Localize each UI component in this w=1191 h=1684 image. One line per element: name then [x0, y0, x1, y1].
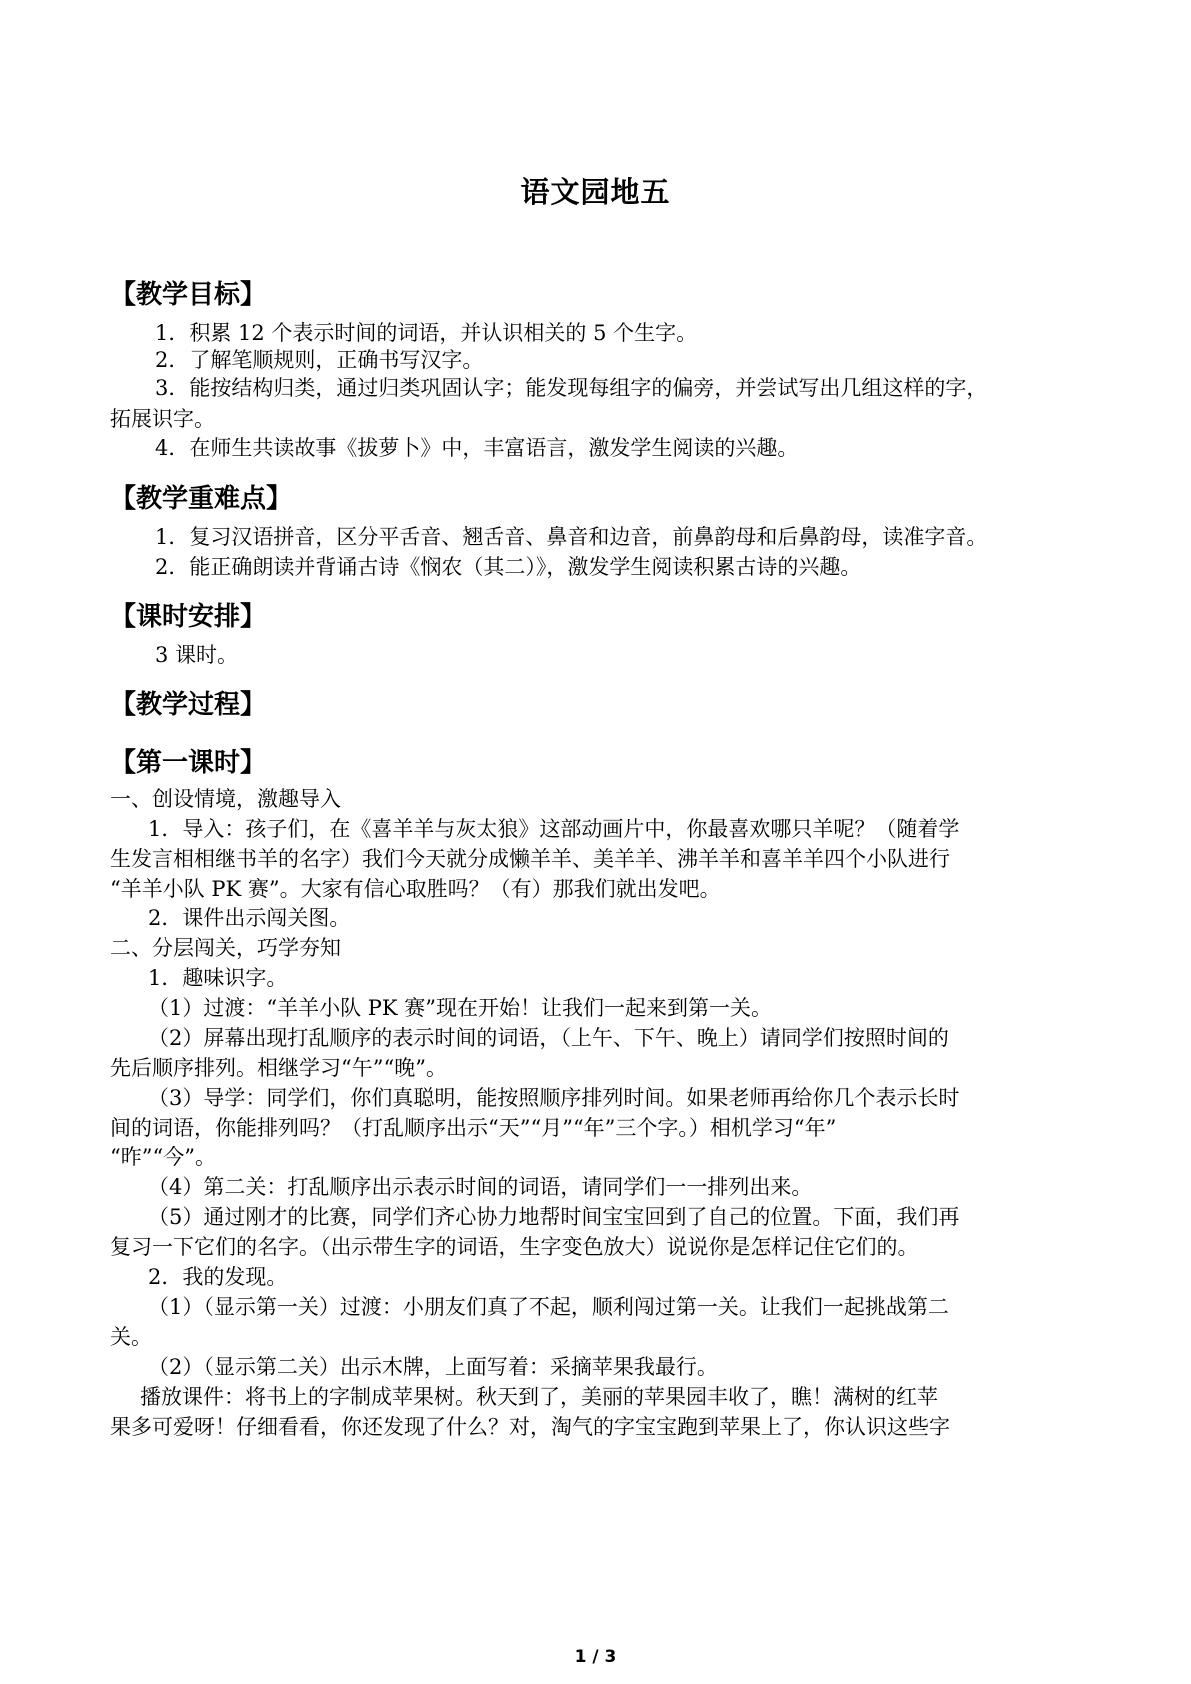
lesson-line: “昨”“今”。	[110, 1145, 216, 1169]
goal-line: 2．了解笔顺规则，正确书写汉字。	[155, 348, 484, 372]
lesson-line: 二、分层闯关，巧学夯知	[110, 936, 341, 960]
schedule-text: 3 课时。	[155, 643, 239, 667]
goal-line: 拓展识字。	[110, 407, 215, 431]
lesson-line: （1）过渡：“羊羊小队 PK 赛”现在开始！让我们一起来到第一关。	[148, 996, 772, 1020]
lesson1-heading: 【第一课时】	[110, 748, 267, 778]
page-title: 语文园地五	[520, 175, 671, 209]
lesson-line: 1．导入：孩子们，在《喜羊羊与灰太狼》这部动画片中，你最喜欢哪只羊呢？（随着学	[148, 817, 960, 841]
lesson-line: 先后顺序排列。相继学习“午”“晚”。	[110, 1056, 447, 1080]
lesson-line: 一、创设情境，激趣导入	[110, 787, 341, 811]
lesson-line: （3）导学：同学们，你们真聪明，能按照顺序排列时间。如果老师再给你几个表示长时	[148, 1086, 960, 1110]
lesson-line: （4）第二关：打乱顺序出示表示时间的词语，请同学们一一排列出来。	[148, 1175, 813, 1199]
lesson-line: （5）通过刚才的比赛，同学们齐心协力地帮时间宝宝回到了自己的位置。下面，我们再	[148, 1205, 960, 1229]
lesson-line: （2）屏幕出现打乱顺序的表示时间的词语，（上午、下午、晚上）请同学们按照时间的	[148, 1026, 949, 1050]
process-heading: 【教学过程】	[110, 690, 267, 720]
schedule-heading: 【课时安排】	[110, 602, 267, 632]
lesson-line: （2）（显示第二关）出示木牌，上面写着：采摘苹果我最行。	[148, 1355, 718, 1379]
lesson-line: “羊羊小队 PK 赛”。大家有信心取胜吗？（有）那我们就出发吧。	[110, 877, 721, 901]
lesson-line: 关。	[110, 1325, 152, 1349]
key-heading: 【教学重难点】	[110, 484, 293, 514]
lesson-line: （1）（显示第一关）过渡：小朋友们真了不起，顺利闯过第一关。让我们一起挑战第二	[148, 1295, 949, 1319]
goal-line: 4．在师生共读故事《拔萝卜》中，丰富语言，激发学生阅读的兴趣。	[155, 436, 799, 460]
key-line: 1．复习汉语拼音，区分平舌音、翘舌音、鼻音和边音，前鼻韵母和后鼻韵母，读准字音。	[155, 525, 988, 549]
lesson-line: 间的词语，你能排列吗？（打乱顺序出示“天”“月”“年”三个字。）相机学习“年”	[110, 1116, 837, 1140]
lesson-line: 果多可爱呀！仔细看看，你还发现了什么？对，淘气的字宝宝跑到苹果上了，你认识这些字	[110, 1415, 950, 1439]
goal-line: 3．能按结构归类，通过归类巩固认字；能发现每组字的偏旁，并尝试写出几组这样的字，	[155, 376, 988, 400]
lesson-line: 2．我的发现。	[148, 1265, 288, 1289]
page-number: 1 / 3	[574, 1647, 617, 1667]
lesson-line: 播放课件：将书上的字制成苹果树。秋天到了，美丽的苹果园丰收了，瞧！满树的红苹	[140, 1385, 938, 1409]
goal-line: 1．积累 12 个表示时间的词语，并认识相关的 5 个生字。	[155, 321, 698, 345]
lesson-line: 2．课件出示闯关图。	[148, 906, 351, 930]
goals-heading: 【教学目标】	[110, 280, 267, 310]
lesson-line: 复习一下它们的名字。（出示带生字的词语，生字变色放大）说说你是怎样记住它们的。	[110, 1235, 919, 1259]
key-line: 2．能正确朗读并背诵古诗《悯农（其二）》，激发学生阅读积累古诗的兴趣。	[155, 555, 862, 579]
lesson-line: 生发言相相继书羊的名字）我们今天就分成懒羊羊、美羊羊、沸羊羊和喜羊羊四个小队进行	[110, 847, 950, 871]
lesson-line: 1．趣味识字。	[148, 966, 288, 990]
